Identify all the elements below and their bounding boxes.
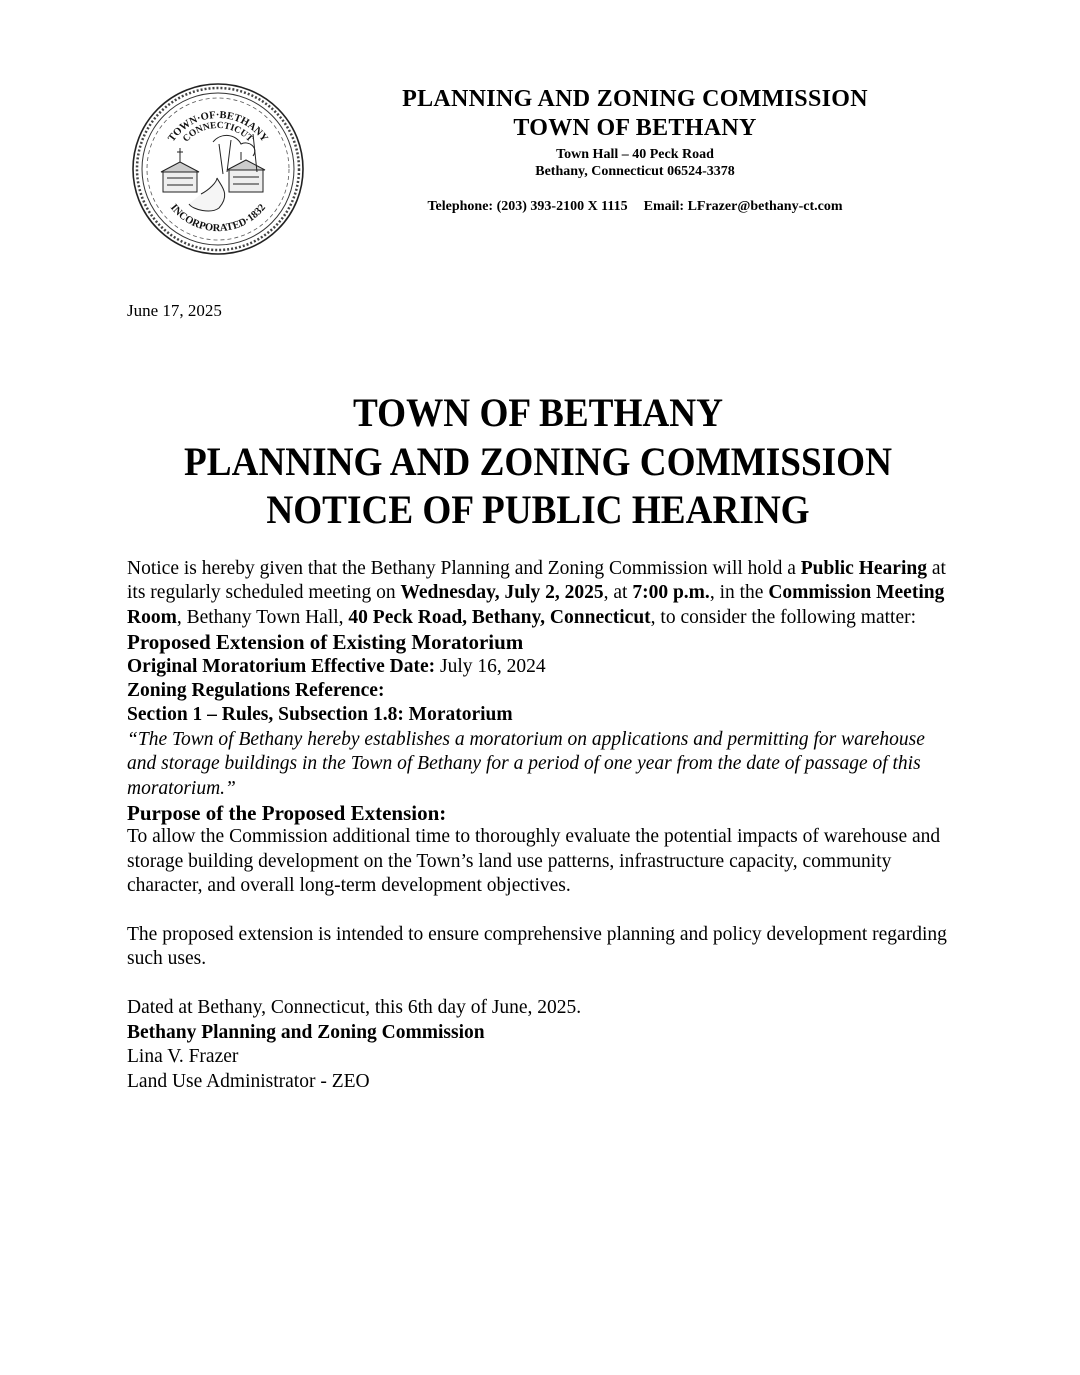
effective-date-value: July 16, 2024 (435, 655, 546, 677)
matter-quote: “The Town of Bethany hereby establishes a moratorium on applications and permitting for warehouse and storage buildings in the Town of Bethany for a period of one year from the date of passage of this moratorium.” (127, 728, 925, 799)
matter-heading: Proposed Extension of Existing Moratorium (127, 630, 524, 655)
notice-text: , to consider the following matter: (650, 606, 917, 628)
town-seal-logo (131, 82, 305, 256)
signature-role: Land Use Administrator - ZEO (127, 1070, 370, 1092)
title-line-3: NOTICE OF PUBLIC HEARING (266, 487, 810, 532)
letterhead-town: TOWN OF BETHANY (513, 115, 757, 141)
notice-meeting-time: 7:00 p.m. (632, 582, 710, 604)
title-line-2: PLANNING AND ZONING COMMISSION (184, 438, 892, 484)
purpose-intent: The proposed extension is intended to ensure comprehensive planning and policy development regarding such uses. (127, 924, 947, 970)
letterhead-contact (330, 199, 940, 215)
matter-section: Section 1 – Rules, Subsection 1.8: Moratorium (127, 704, 513, 726)
notice-title (93, 389, 982, 535)
notice-text: , Bethany Town Hall, (176, 606, 349, 628)
notice-meeting-room: Commission Meeting Room (127, 582, 945, 628)
signature-dated: Dated at Bethany, Connecticut, this 6th day of June, 2025. (127, 997, 582, 1019)
notice-text: Notice is hereby given that the Bethany Planning and Zoning Commission will hold a (127, 558, 801, 579)
letterhead-address-line2: Bethany, Connecticut 06524-3378 (535, 164, 735, 179)
notice-text: , in the (709, 582, 769, 604)
effective-date-label: Original Moratorium Effective Date: (127, 655, 436, 677)
notice-text: , at (603, 582, 633, 604)
notice-meeting-date: Wednesday, July 2, 2025 (400, 582, 604, 604)
letterhead-organization: PLANNING AND ZONING COMMISSION (402, 86, 868, 112)
letterhead-telephone: Telephone: (203) 393-2100 X 1115 (427, 199, 628, 214)
seal-top-text: TOWN·OF·BETHANY (166, 109, 270, 145)
title-line-1: TOWN OF BETHANY (353, 390, 723, 435)
letterhead-address-line1: Town Hall – 40 Peck Road (556, 147, 714, 162)
signature-body: Bethany Planning and Zoning Commission (127, 1021, 485, 1043)
document-date: June 17, 2025 (127, 301, 222, 320)
notice-meeting-address: 40 Peck Road, Bethany, Connecticut (348, 606, 651, 628)
notice-text: at its regularly scheduled meeting on (127, 558, 946, 604)
notice-public-hearing: Public Hearing (800, 558, 927, 579)
seal-mid-text: CONNECTICUT (181, 120, 255, 145)
seal-town-scene-icon (161, 134, 265, 211)
purpose-heading: Purpose of the Proposed Extension: (127, 801, 447, 826)
notice-paragraph (127, 557, 957, 630)
notice-body (127, 557, 957, 1094)
letterhead-email[interactable]: Email: LFrazer@bethany-ct.com (643, 199, 843, 214)
signature-name: Lina V. Frazer (127, 1046, 239, 1068)
matter-effective-date (127, 655, 957, 679)
matter-reference-label: Zoning Regulations Reference: (127, 680, 385, 702)
purpose-text: To allow the Commission additional time to thoroughly evaluate the potential impacts of warehouse and storage building development on the Town’s land use patterns, infrastructure capacity, community character, and overall long-term development objectives. (127, 826, 941, 897)
seal-bottom-text: INCORPORATED·1832 (167, 202, 269, 235)
